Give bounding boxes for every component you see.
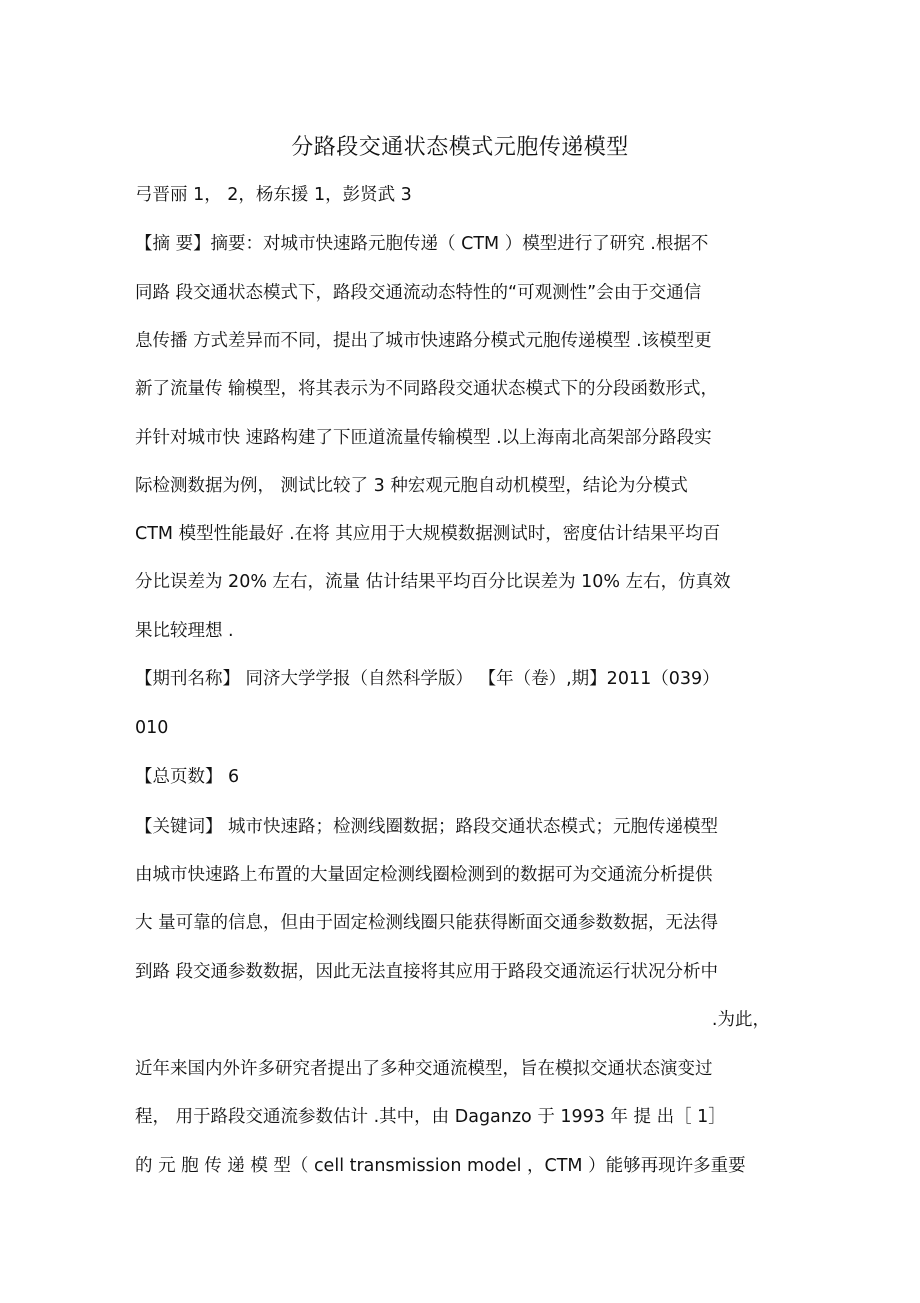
abstract-line-6: 际检测数据为例， 测试比较了 3 种宏观元胞自动机模型，结论为分模式 bbox=[135, 476, 688, 496]
body-line-3: 到路 段交通参数数据，因此无法直接将其应用于路段交通流运行状况分析中 bbox=[135, 962, 719, 982]
abstract-line-7: CTM 模型性能最好 .在将 其应用于大规模数据测试时，密度估计结果平均百 bbox=[135, 524, 721, 544]
abstract-line-3: 息传播 方式差异而不同，提出了城市快速路分模式元胞传递模型 .该模型更 bbox=[135, 331, 712, 351]
abstract-line-9: 果比较理想 . bbox=[135, 621, 234, 641]
abstract-line-4: 新了流量传 输模型，将其表示为不同路段交通状态模式下的分段函数形式， bbox=[135, 379, 719, 399]
journal-issue-line: 010 bbox=[135, 718, 169, 738]
body-line-1: 由城市快速路上布置的大量固定检测线圈检测到的数据可为交通流分析提供 bbox=[135, 865, 713, 885]
abstract-line-2: 同路 段交通状态模式下，路段交通流动态特性的“可观测性”会由于交通信 bbox=[135, 283, 702, 303]
abstract-line-8: 分比误差为 20% 左右，流量 估计结果平均百分比误差为 10% 左右，仿真效 bbox=[135, 572, 731, 592]
abstract-line-5: 并针对城市快 速路构建了下匝道流量传输模型 .以上海南北高架部分路段实 bbox=[135, 428, 712, 448]
author-line: 弓晋丽 1， 2，杨东援 1，彭贤武 3 bbox=[135, 185, 412, 205]
abstract-line-1: 【摘 要】摘要：对城市快速路元胞传递（ CTM ）模型进行了研究 .根据不 bbox=[135, 234, 709, 254]
journal-info-line: 【期刊名称】 同济大学学报（自然科学版） 【年（卷）,期】2011（039） bbox=[135, 669, 720, 689]
body-line-7: 的 元 胞 传 递 模 型（ cell transmission model ，CTM ）能够再现许多重要 bbox=[135, 1156, 746, 1176]
body-line-6: 程， 用于路段交通流参数估计 .其中，由 Daganzo 于 1993 年 提 出［ 1］ bbox=[135, 1107, 726, 1127]
keywords-line: 【关键词】 城市快速路；检测线圈数据；路段交通状态模式；元胞传递模型 bbox=[135, 817, 719, 837]
body-line-4: .为此， bbox=[711, 1010, 770, 1030]
total-pages-line: 【总页数】 6 bbox=[135, 767, 240, 787]
document-title: 分路段交通状态模式元胞传递模型 bbox=[291, 135, 629, 160]
body-line-2: 大 量可靠的信息，但由于固定检测线圈只能获得断面交通参数数据，无法得 bbox=[135, 913, 719, 933]
body-line-5: 近年来国内外许多研究者提出了多种交通流模型，旨在模拟交通状态演变过 bbox=[135, 1059, 713, 1079]
